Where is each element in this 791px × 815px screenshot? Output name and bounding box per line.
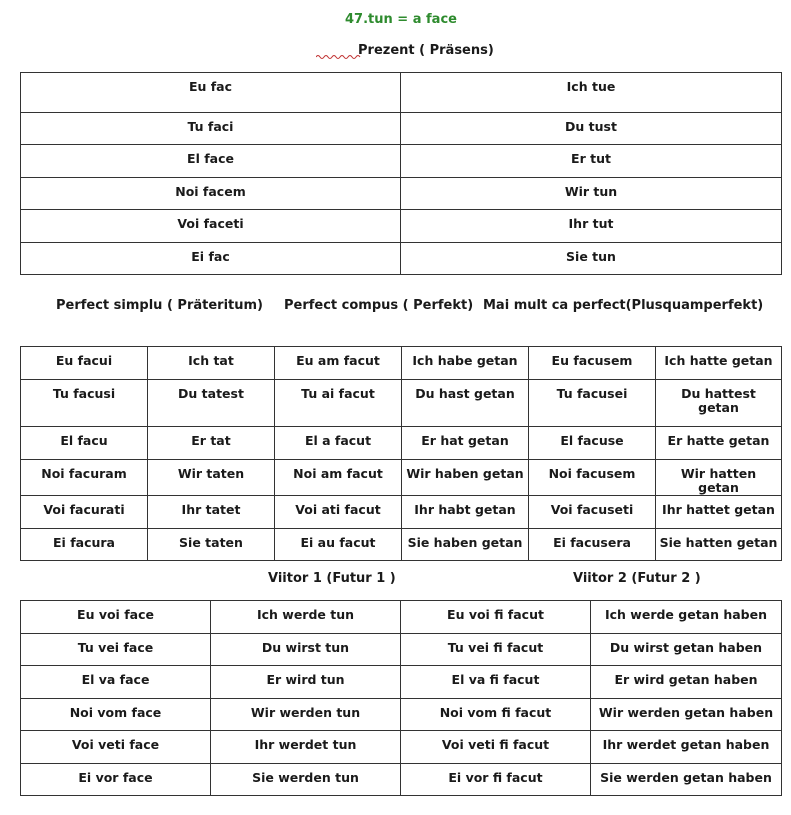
table-cell: Eu voi face — [21, 601, 211, 634]
table-cell: Sie haben getan — [402, 529, 529, 561]
table-row — [21, 666, 782, 699]
table-cell: Ei vor fi facut — [401, 764, 591, 796]
table-cell: El facuse — [529, 427, 656, 460]
table-cell: Ihr hattet getan — [656, 496, 782, 529]
past-tenses-table — [20, 346, 782, 561]
mai-mult-ca-perfect-heading: Mai mult ca perfect(Plusquamperfekt) — [483, 298, 764, 313]
table-cell: Wir werden getan haben — [591, 699, 782, 731]
table-cell: Eu am facut — [275, 347, 402, 380]
table-cell: Noi facem — [21, 178, 401, 210]
table-cell: Wir taten — [148, 460, 275, 496]
table-cell: Ihr habt getan — [402, 496, 529, 529]
table-row — [21, 243, 782, 275]
table-cell: Wir hatten getan — [656, 460, 782, 496]
table-cell: Noi vom face — [21, 699, 211, 731]
perfect-simplu-heading: Perfect simplu ( Präteritum) — [56, 298, 263, 313]
table-cell: El a facut — [275, 427, 402, 460]
table-cell: Ich habe getan — [402, 347, 529, 380]
table-cell: Du wirst getan haben — [591, 634, 782, 666]
table-cell: Noi facuram — [21, 460, 148, 496]
prezent-table — [20, 72, 782, 275]
table-cell: Du tatest — [148, 380, 275, 427]
table-row — [21, 601, 782, 634]
table-cell: Voi facuseti — [529, 496, 656, 529]
table-cell: Ei fac — [21, 243, 401, 275]
page-title: 47.tun = a face — [345, 12, 457, 27]
table-cell: Ihr tut — [401, 210, 782, 243]
table-cell: Ich werde getan haben — [591, 601, 782, 634]
table-cell: Ei facusera — [529, 529, 656, 561]
table-cell: Noi facusem — [529, 460, 656, 496]
table-cell: Er tut — [401, 145, 782, 178]
table-row — [21, 380, 782, 427]
table-row — [21, 145, 782, 178]
viitor-1-heading: Viitor 1 (Futur 1 ) — [268, 571, 396, 586]
prezent-heading: Prezent ( Präsens) — [358, 43, 494, 58]
table-cell: Voi veti face — [21, 731, 211, 764]
table-cell: Eu fac — [21, 73, 401, 113]
table-cell: Ich hatte getan — [656, 347, 782, 380]
table-cell: Tu faci — [21, 113, 401, 145]
table-cell: Sie werden getan haben — [591, 764, 782, 796]
table-cell: Eu facusem — [529, 347, 656, 380]
table-row — [21, 460, 782, 496]
table-cell: Noi vom fi facut — [401, 699, 591, 731]
table-cell: Er tat — [148, 427, 275, 460]
table-cell: Tu ai facut — [275, 380, 402, 427]
table-cell: Ich tue — [401, 73, 782, 113]
table-cell: Voi ati facut — [275, 496, 402, 529]
table-cell: Er wird getan haben — [591, 666, 782, 699]
table-row — [21, 347, 782, 380]
table-cell: Du wirst tun — [211, 634, 401, 666]
table-row — [21, 634, 782, 666]
table-row — [21, 496, 782, 529]
table-row — [21, 113, 782, 145]
viitor-2-heading: Viitor 2 (Futur 2 ) — [573, 571, 701, 586]
table-cell: Noi am facut — [275, 460, 402, 496]
table-cell: Ihr werdet tun — [211, 731, 401, 764]
perfect-compus-heading: Perfect compus ( Perfekt) — [284, 298, 474, 313]
table-cell: Ich tat — [148, 347, 275, 380]
table-cell: Sie hatten getan — [656, 529, 782, 561]
table-cell: Er hat getan — [402, 427, 529, 460]
table-row — [21, 427, 782, 460]
table-row — [21, 529, 782, 561]
table-cell: Ihr tatet — [148, 496, 275, 529]
table-cell: Ich werde tun — [211, 601, 401, 634]
table-cell: Ei vor face — [21, 764, 211, 796]
table-row — [21, 699, 782, 731]
table-cell: Ei au facut — [275, 529, 402, 561]
table-cell: Tu facusei — [529, 380, 656, 427]
table-cell: Du hast getan — [402, 380, 529, 427]
table-row — [21, 731, 782, 764]
table-cell: Tu facusi — [21, 380, 148, 427]
table-cell: Du hattest getan — [656, 380, 782, 427]
table-cell: El va fi facut — [401, 666, 591, 699]
future-tenses-table — [20, 600, 782, 796]
table-cell: El va face — [21, 666, 211, 699]
table-cell: Sie werden tun — [211, 764, 401, 796]
table-cell: El facu — [21, 427, 148, 460]
table-cell: El face — [21, 145, 401, 178]
table-row — [21, 764, 782, 796]
table-cell: Voi faceti — [21, 210, 401, 243]
table-cell: Eu voi fi facut — [401, 601, 591, 634]
table-cell: Du tust — [401, 113, 782, 145]
table-cell: Er hatte getan — [656, 427, 782, 460]
table-row — [21, 178, 782, 210]
table-row — [21, 210, 782, 243]
spellcheck-squiggle-icon — [316, 54, 362, 60]
table-cell: Sie tun — [401, 243, 782, 275]
table-cell: Er wird tun — [211, 666, 401, 699]
table-cell: Voi veti fi facut — [401, 731, 591, 764]
table-cell: Tu vei fi facut — [401, 634, 591, 666]
table-cell: Eu facui — [21, 347, 148, 380]
table-cell: Voi facurati — [21, 496, 148, 529]
table-cell: Wir haben getan — [402, 460, 529, 496]
table-cell: Wir tun — [401, 178, 782, 210]
table-cell: Ei facura — [21, 529, 148, 561]
table-row — [21, 73, 782, 113]
table-cell: Wir werden tun — [211, 699, 401, 731]
table-cell: Tu vei face — [21, 634, 211, 666]
table-cell: Ihr werdet getan haben — [591, 731, 782, 764]
table-cell: Sie taten — [148, 529, 275, 561]
